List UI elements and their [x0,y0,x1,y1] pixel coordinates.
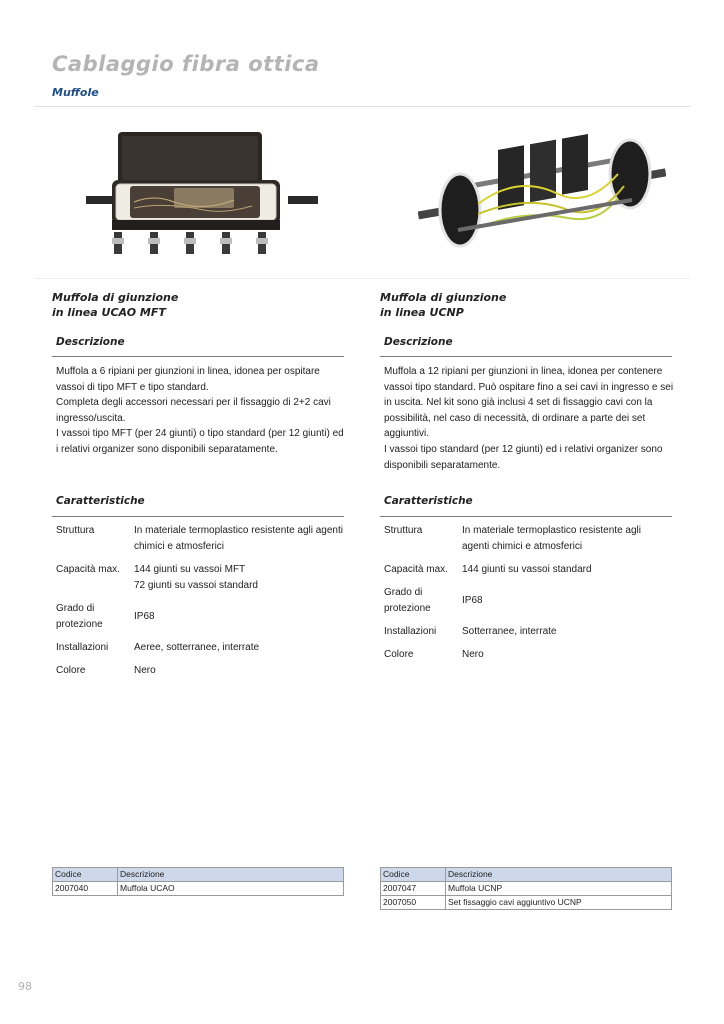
product-description: Muffola a 12 ripiani per giunzioni in linea, idonea per contenere vassoi tipo standard. Può ospitare fino a sei cavi in ingresso e sei in uscita. Nel kit sono già inclusi 4 set di fissaggio cavi con la possibilità, nel caso di necessità, di ordinare a parte dei set aggiuntivi. I vassoi tipo standard (per 12 giunti) ed i relativi organizer sono disponibili separatamente. [384,366,674,471]
table-header-row: Codice Descrizione [53,868,344,882]
table-header-row: Codice Descrizione [381,868,672,882]
table-row: 2007040 Muffola UCAO [53,882,344,896]
features-divider [380,516,672,517]
spec-row: Grado di protezione IP68 [56,603,155,630]
splice-enclosure-box-icon [86,128,318,260]
product-description: Muffola a 6 ripiani per giunzioni in linea, idonea per ospitare vassoi di tipo MFT e tipo standard. Completa degli accessori necessari per il fissaggio di 2+2 cavi ingresso/uscita. I vassoi tipo MFT (per 24 giunti) o tipo standard (per 12 giunti) ed i relativi organizer sono disponibili separatamente. [56,366,344,455]
description-heading: Descrizione [384,336,453,348]
spec-table [384,523,676,663]
product-name-ucnp: Muffola di giunzione in linea UCNP [380,291,507,319]
features-divider [52,516,344,517]
spec-table [56,523,348,679]
spec-row: Capacità max. 144 giunti su vassoi standard [384,564,592,575]
codes-table [380,867,672,910]
features-heading: Caratteristiche [56,495,145,507]
features-heading: Caratteristiche [384,495,473,507]
spec-row: Struttura In materiale termoplastico resistente agli agenti chimici e atmosferici [384,525,641,552]
cylindrical-splice-enclosure-icon [418,134,666,252]
table-row: 2007050 Set fissaggio cavi aggiuntivo UCNP [381,896,672,910]
section-subtitle: Muffole [52,86,99,99]
spec-row: Colore Nero [56,665,156,676]
header-divider [34,106,690,107]
spec-row: Capacità max. 144 giunti su vassoi MFT 72 giunti su vassoi standard [56,564,258,591]
page-title: Cablaggio fibra ottica [52,52,320,76]
page-number: 98 [18,980,32,993]
spec-row: Grado di protezione IP68 [384,587,483,614]
spec-row: Installazioni Sotterranee, interrate [384,626,557,637]
description-divider [380,356,672,357]
description-heading: Descrizione [56,336,125,348]
spec-row: Installazioni Aeree, sotterranee, interrate [56,642,260,653]
spec-row: Colore Nero [384,649,484,660]
spec-row: Struttura In materiale termoplastico resistente agli agenti chimici e atmosferici [56,525,343,552]
description-divider [52,356,344,357]
table-row: 2007047 Muffola UCNP [381,882,672,896]
image-divider [34,278,690,279]
product-name-ucao: Muffola di giunzione in linea UCAO MFT [52,291,179,319]
codes-table [52,867,344,896]
